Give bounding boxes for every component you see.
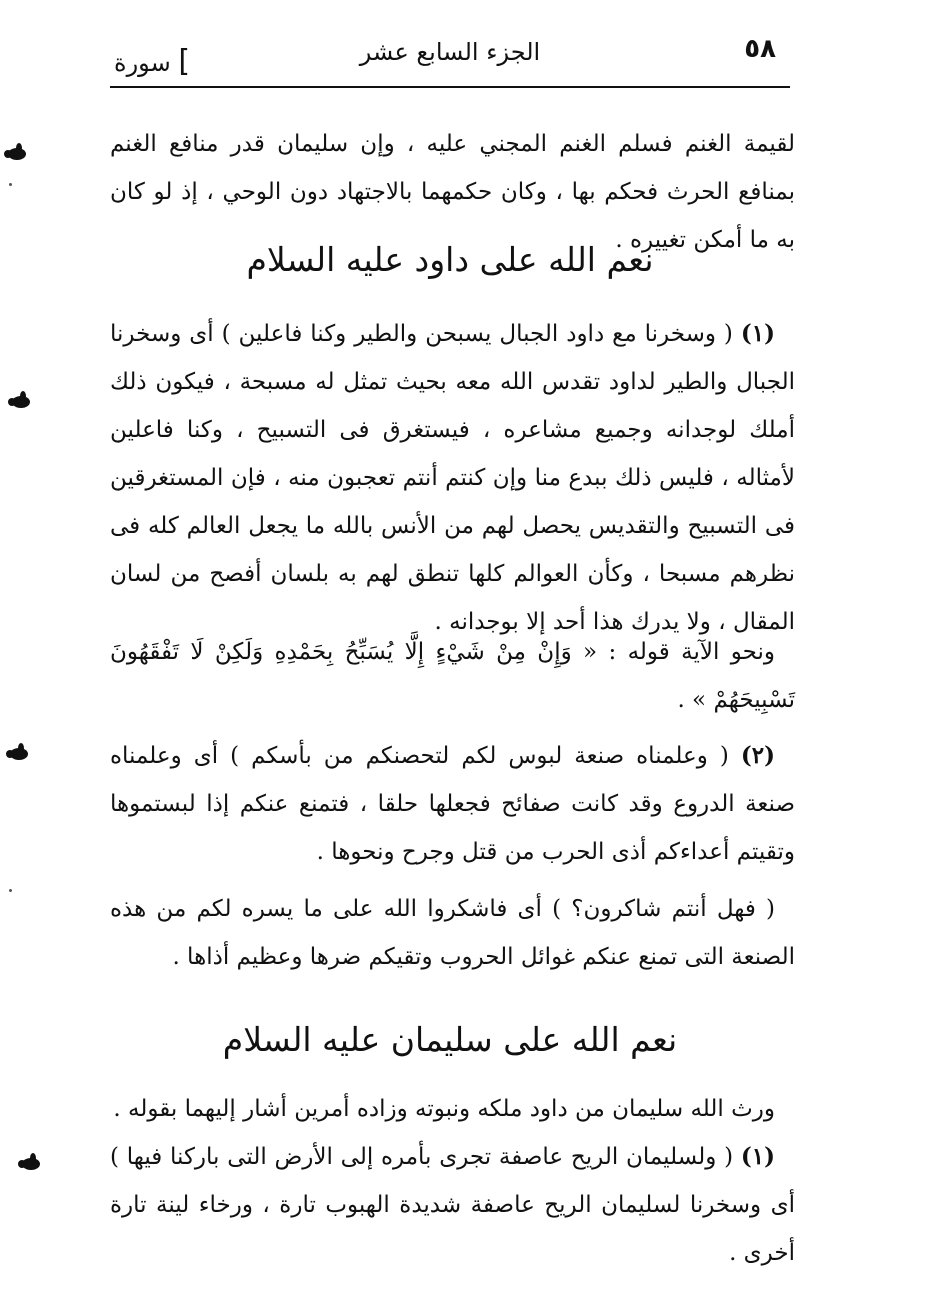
binding-mark-4 — [22, 1158, 40, 1170]
running-head: الجزء السابع عشر — [359, 38, 541, 66]
page-header — [110, 34, 790, 84]
sura-bracket: [ — [178, 44, 191, 79]
paragraph-5: ( فهل أنتم شاكرون؟ ) أى فاشكروا الله على ما يسره لكم من هذه الصنعة التى تمنع عنكم غوائل الحروب وتقيكم ضرها وعظيم أذاها . — [110, 896, 795, 970]
paragraph-1: لقيمة الغنم فسلم الغنم المجني عليه ، وإن سليمان قدر منافع الغنم بمنافع الحرث فحكم بها ، وكان حكمهما بالاجتهاد دون الوحي ، إذ لو كان به ما أمكن تغييره . — [110, 131, 795, 253]
section-heading-sulayman: نعم الله على سليمان عليه السلام — [222, 1020, 678, 1059]
paragraph-3-quran-quote: ونحو الآية قوله : « وَإِنْ مِنْ شَيْءٍ إِلَّا يُسَبِّحُ بِحَمْدِهِ وَلَكِنْ لَا تَفْقَهُونَ تَسْبِيحَهُمْ » . — [110, 639, 795, 713]
sura-label: سورة — [114, 49, 171, 77]
page-number: ٥٨ — [744, 34, 776, 64]
binding-mark-2 — [12, 396, 30, 408]
verse-number-2: (٢) — [740, 742, 775, 769]
header-rule — [110, 86, 790, 88]
paragraph-6: ورث الله سليمان من داود ملكه ونبوته وزاده أمرين أشار إليهما بقوله . — [113, 1096, 775, 1122]
paragraph-4-body: ( وعلمناه صنعة لبوس لكم لتحصنكم من بأسكم ) أى وعلمناه صنعة الدروع وقد كانت صفائح فجعلها حلقا ، فتمنع عنكم إذا لبستموها وتقيتم أعداءكم أذى الحرب من قتل وجرح ونحوها . — [110, 743, 795, 865]
paragraph-7-body: ( ولسليمان الريح عاصفة تجرى بأمره إلى الأرض التى باركنا فيها ) أى وسخرنا لسليمان الريح عاصفة شديدة الهبوب تارة ، ورخاء لينة تارة أخرى . — [110, 1144, 795, 1266]
margin-speck-1 — [9, 183, 12, 186]
verse-number-3: (١) — [740, 1143, 776, 1170]
verse-number-1: (١) — [740, 320, 775, 347]
paragraph-7 — [110, 1133, 795, 1277]
section-heading-dawud: نعم الله على داود عليه السلام — [246, 240, 654, 279]
binding-mark-3 — [10, 748, 28, 760]
paragraph-2-body: ( وسخرنا مع داود الجبال يسبحن والطير وكنا فاعلين ) أى وسخرنا الجبال والطير لداود تقدس الله معه بحيث تمثل له مسبحة ، فيكون ذلك أملك لوجدانه وجميع مشاعره ، فيستغرق فى التسبيح ، وكنا فاعلين لأمثاله ، فليس ذلك ببدع منا وإن كنتم أنتم تعجبون منه ، فإن المستغرقين فى التسبيح والتقديس يحصل لهم من الأنس بالله ما يجعل العالم كله فى نظرهم مسبحا ، وكأن العوالم كلها تنطق لهم به بلسان أفصح من لسان المقال ، ولا يدرك هذا أحد إلا بوجدانه . — [110, 321, 795, 635]
paragraph-2 — [110, 310, 795, 646]
sura-label-group — [114, 44, 190, 79]
margin-speck-2 — [9, 889, 12, 892]
binding-mark-1 — [8, 148, 26, 160]
paragraph-4 — [110, 732, 795, 876]
